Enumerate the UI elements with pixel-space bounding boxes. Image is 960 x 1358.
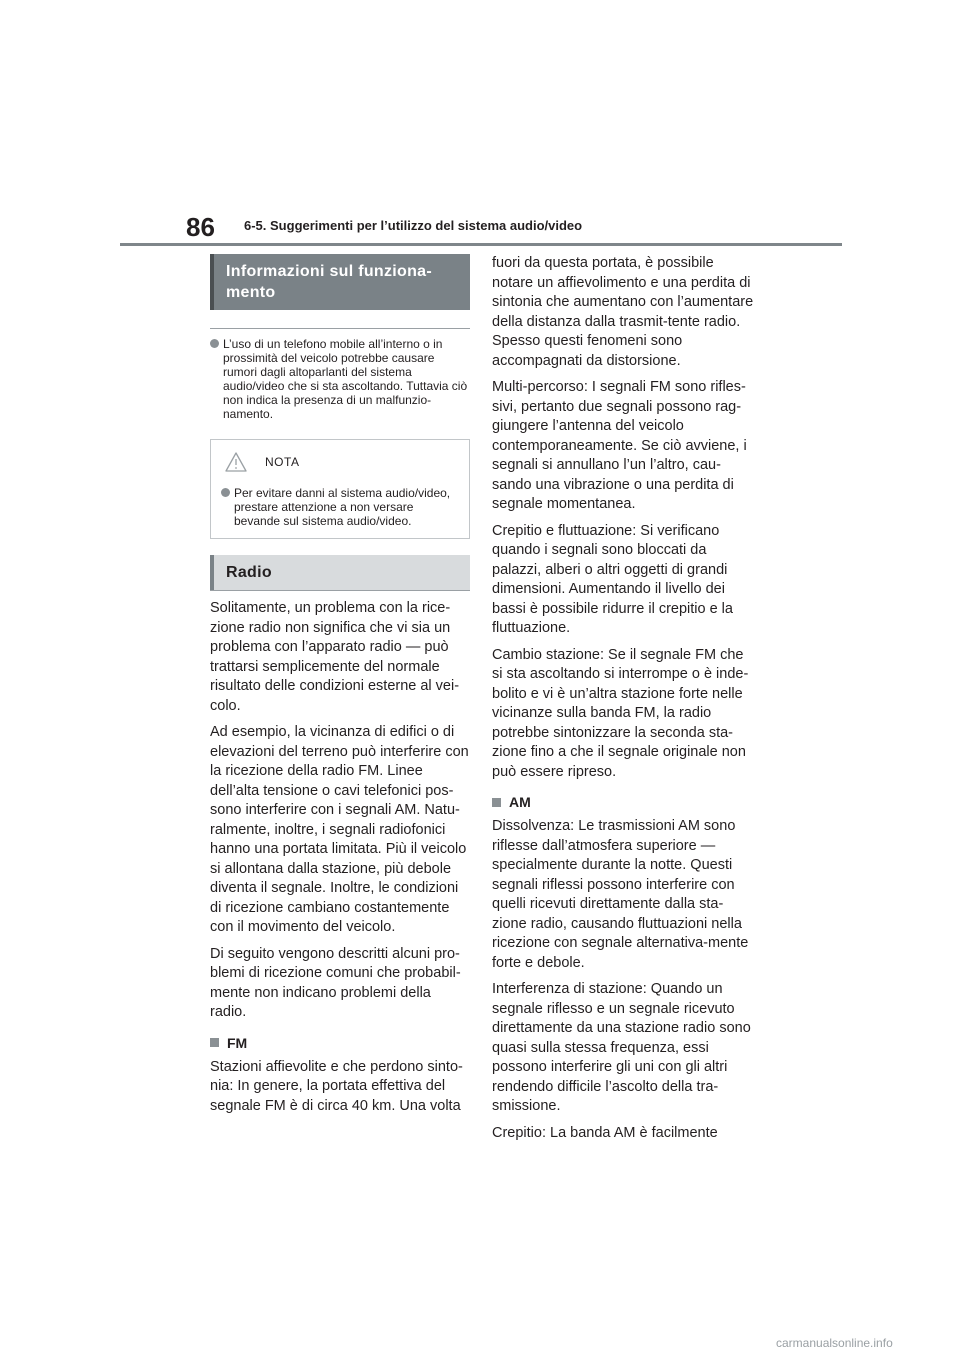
running-head: 6-5. Suggerimenti per l’utilizzo del sistema audio/video <box>244 218 583 233</box>
bullet-dot-icon <box>210 339 219 348</box>
page-number: 86 <box>186 212 215 242</box>
note-bullet <box>221 486 457 528</box>
square-bullet-icon <box>492 798 501 807</box>
fm-paragraph: Cambio stazione: Se il segnale FM che si sta ascoltando si interrompe o è inde-bolito e vi è un’altra stazione forte nelle vicinanze sulla banda FM, la radio potrebbe sintonizzare la seconda sta-zione fino a che il segnale originale non può essere ripreso. <box>492 646 749 780</box>
section-heading-info <box>210 254 470 310</box>
fm-heading <box>210 1035 470 1051</box>
note-title: NOTA <box>265 455 300 469</box>
am-paragraph: Interferenza di stazione: Quando un segnale riflesso e un segnale ricevuto direttamente da una stazione radio sono quasi sulla stessa frequenza, essi possono interferire gli uni con gli altri rendendo difficile l’ascolto della tra-smissione. <box>492 981 751 1114</box>
section-heading-radio: Radio <box>210 555 470 590</box>
info-bullet <box>210 337 470 421</box>
header-rule <box>120 243 842 246</box>
heading-rule <box>210 310 470 329</box>
info-bullet-text: L’uso di un telefono mobile all’interno o in prossimità del veicolo potrebbe causare rumori dagli altoparlanti del sistema audio/video che si sta ascoltando. Tuttavia ciò non indica la presenza di un malfunzio-namento. <box>223 337 468 421</box>
warning-icon <box>225 452 247 472</box>
radio-heading-wrap <box>210 555 470 591</box>
section-heading-line2: mento <box>226 284 276 301</box>
section-heading-line1: Informazioni sul funziona- <box>226 263 433 280</box>
note-box <box>210 439 470 539</box>
fm-paragraph: Multi-percorso: I segnali FM sono rifles-sivi, pertanto due segnali possono rag-giungere l’antenna del veicolo contemporaneamente. Se ciò avviene, i segnali si annullano l’un l’altro, cau-sando una vibrazione o una perdita di segnale momentanea. <box>492 379 747 512</box>
right-column <box>492 254 754 1143</box>
fm-heading-text: FM <box>227 1034 248 1051</box>
am-paragraph: Dissolvenza: Le trasmissioni AM sono riflesse dall’atmosfera superiore — specialmente durante la notte. Questi segnali riflessi possono interferire con quelli ricevuti direttamente dalla sta-zione radio, causando fluttuazioni nella ricezione con segnale alternativa-mente forte e debole. <box>492 818 749 971</box>
note-header <box>221 448 457 476</box>
radio-paragraph: Solitamente, un problema con la rice-zione radio non significa che vi sia un problema con l’apparato radio — può trattarsi semplicemente del normale risultato delle condizioni esterne al vei-colo. <box>210 600 460 714</box>
left-column <box>210 254 470 1116</box>
am-heading-text: AM <box>509 794 531 810</box>
fm-continued: fuori da questa portata, è possibile notare un affievolimento e una perdita di sintonia che aumentano con l’aumentare della distanza dalla trasmit-tente radio. Spesso questi fenomeni sono accompagnati da distorsione. <box>492 255 754 369</box>
fm-intro: Stazioni affievolite e che perdono sinto-nia: In genere, la portata effettiva del segnale FM è di circa 40 km. Una volta <box>210 1058 463 1114</box>
am-heading <box>492 794 754 810</box>
note-bullet-text: Per evitare danni al sistema audio/video, prestare attenzione a non versare bevande sul sistema audio/video. <box>234 486 451 528</box>
square-bullet-icon <box>210 1038 219 1047</box>
bullet-dot-icon <box>221 488 230 497</box>
am-paragraph: Crepitio: La banda AM è facilmente <box>492 1124 718 1141</box>
fm-paragraph: Crepitio e fluttuazione: Si verificano quando i segnali sono bloccati da palazzi, alberi o altri oggetti di grandi dimensioni. Aumentando il livello dei bassi è possibile ridurre il crepitio e la fluttuazione. <box>492 522 733 636</box>
watermark: carmanualsonline.info <box>776 1336 893 1350</box>
radio-paragraph: Di seguito vengono descritti alcuni pro-blemi di ricezione comuni che probabil-mente non indicano problemi della radio. <box>210 945 461 1020</box>
radio-paragraph: Ad esempio, la vicinanza di edifici o di elevazioni del terreno può interferire con la ricezione della radio FM. Linee dell’alta tensione o cavi telefonici pos-sono interferire con i segnali AM. Natu-ralmente, inoltre, i segnali radiofonici hanno una portata limitata. Più il veicolo si allontana dalla stazione, più debole diventa il segnale. Inoltre, le condizioni di ricezione cambiano costantemente con il movimento del veicolo. <box>210 724 469 935</box>
